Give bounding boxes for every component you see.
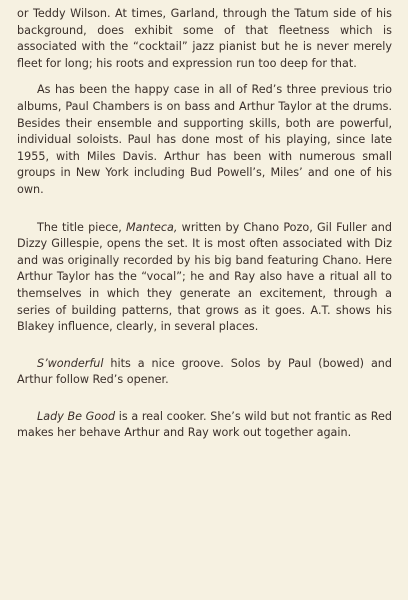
paragraph-2 — [17, 82, 392, 198]
paragraph-5-text: is a real cooker. She’s wild but not frantic as Red makes her behave Arthur and Ray work out together again. — [17, 409, 392, 440]
paragraph-5-title-lady-be-good: Lady Be Good — [37, 409, 116, 423]
paragraph-3-title-manteca: Manteca, — [126, 220, 178, 234]
paragraph-2-text: As has been the happy case in all of Red’s three previous trio albums, Paul Chambers is on bass and Arthur Taylor at the drums. Besides their ensemble and supporting skills, both are powerful, individual soloists. Paul has done most of his playing, since late 1955, with Miles Davis. Arthur has been with numerous small groups in New York including Bud Powell’s, Miles’ and one of his own. — [17, 83, 392, 196]
paragraph-5 — [17, 409, 392, 442]
paragraph-1-text: or Teddy Wilson. At times, Garland, through the Tatum side of his background, does exhibit some of that fleetness which is associated with the “cocktail” jazz pianist but he is never merely fleet for long; his roots and expression run too deep for that. — [17, 7, 392, 70]
paragraph-4 — [17, 356, 392, 389]
paragraph-4-title-swonderful: S’wonderful — [37, 356, 104, 370]
paragraph-3-text-a: The title piece, — [37, 220, 127, 234]
paragraph-3 — [17, 220, 392, 336]
paragraph-1 — [17, 6, 392, 72]
paragraph-3-text-b: written by Chano Pozo, Gil Fuller and Dizzy Gillespie, opens the set. It is most often associated with Diz and was originally recorded by his big band featuring Chano. Here Arthur Taylor has the “vocal”; he and Ray also have a ritual all to themselves in which they generate an excitement, through a series of building patterns, that grows as it goes. A.T. shows his Blakey influence, clearly, in several places. — [17, 220, 392, 334]
paragraph-4-text: hits a nice groove. Solos by Paul (bowed) and Arthur follow Red’s opener. — [17, 356, 392, 387]
